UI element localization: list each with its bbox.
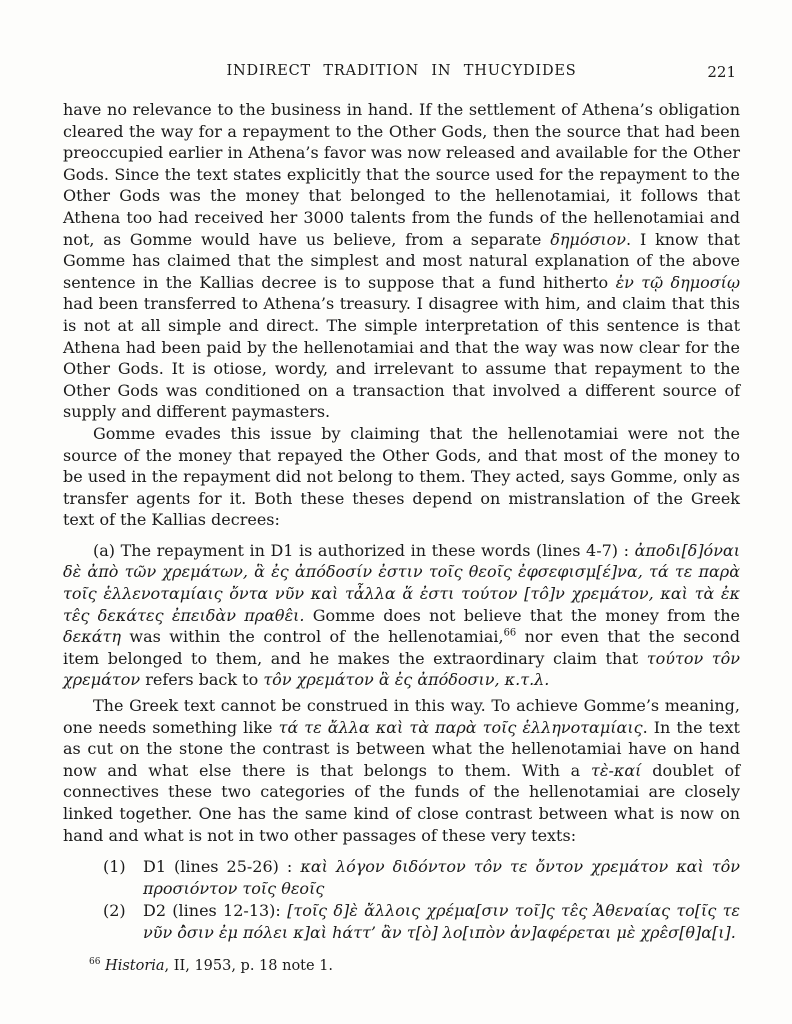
- greek-text-run: τôν χρεμάτον ἃ ἐς ἀπόδοσιν, κ.τ.λ.: [263, 670, 550, 690]
- text-run: (a) The repayment in D1 is authorized in these words (lines 4-7) :: [93, 540, 635, 560]
- list-item-text: [143, 900, 740, 944]
- text-run: doublet of connectives these two categories of the funds of the hellenotamiai are closely linked together. One has the same kind of close contrast between what is now on hand and what is not in two other passages of these very texts:: [63, 760, 740, 845]
- running-head-title: INDIRECT TRADITION IN THUCYDIDES: [226, 63, 577, 79]
- footnote-marker: 66: [89, 957, 101, 968]
- footnote-marker: 66: [503, 627, 517, 639]
- list-item: [63, 856, 740, 900]
- greek-text-run: ἀποδι[δ]όναι δὲ ἀπὸ τῶν χρεμάτων, ἃ ἐς ἀπόδοσίν ἐστιν τοῖς θεοῖς ἐφσεφισμ[έ]να, τά τε παρὰ τοῖς ἑλλενοταμίαις ὄντα νῦν καὶ τἆλλα ἅ ἐστι τούτον [τô]ν χρεμάτον, καὶ τὰ ἐκ τε̂ς δεκάτες ἐπειδὰν πραθε̂ι.: [63, 540, 740, 625]
- greek-text-run: τὲ-καί: [591, 760, 642, 780]
- text-run: have no relevance to the business in hand. If the settlement of Athena’s obligation cleared the way for a repayment to the Other Gods, then the source that had been preoccupied earlier in Athena’s favor was now released and available for the Other Gods. Since the text states explicitly that the source used for the repayment to the Other Gods was the money that belonged to the hellenotamiai, it follows that Athena too had received her 3000 talents from the funds of the hellenotamiai and not, as Gomme would have us believe, from a separate: [63, 100, 740, 249]
- text-run: was within the control of the hellenotamiai,: [120, 627, 504, 647]
- text-run: The Greek text cannot be construed in this way. To achieve Gomme’s meaning, one needs something like: [63, 696, 740, 737]
- list-marker: (2): [103, 900, 126, 920]
- text-run: Historia: [100, 958, 165, 975]
- greek-text-run: δεκάτη: [63, 627, 121, 647]
- footnote: [63, 957, 740, 976]
- text-run: nor even that the second item belonged to them, and he makes the extraordinary claim that: [63, 627, 740, 668]
- greek-text-run: δημόσιον: [550, 229, 627, 249]
- paragraph: [63, 423, 740, 531]
- text-run: D2 (lines 12-13):: [143, 900, 288, 920]
- greek-text-run: [τοῖς δ]ὲ ἄλλοις χρέμα[σιν τοῖ]ς τε̂ς Ἀθεναίας το[ῖς τε νῦν ὀ̂σιν ἐμ πόλει κ]αὶ hάττ’ ἂν τ[ὸ] λο[ιπὸν ἀν]αφέρεται μὲ χρε̂σ[θ]α[ι].: [143, 900, 741, 942]
- greek-text-run: ἐν τῷ δημοσίῳ: [615, 272, 740, 292]
- text-run: . In the text as cut on the stone the contrast is between what the hellenotamiai have on hand now and what else there is that belongs to them. With a: [63, 717, 740, 780]
- text-run: Gomme evades this issue by claiming that the hellenotamiai were not the source of the money that repayed the Other Gods, and that most of the money to be used in the repayment did not belong to them. They acted, says Gomme, only as transfer agents for it. Both these theses depend on mistranslation of the Greek text of the Kallias decrees:: [63, 423, 740, 530]
- page-body: [63, 99, 740, 976]
- text-run: had been transferred to Athena’s treasury. I disagree with him, and claim that this is not at all simple and direct. The simple interpretation of this sentence is that Athena had been paid by the hellenotamiai and that the way was now clear for the Other Gods. It is otiose, wordy, and irrelevant to assume that repayment to the Other Gods was conditioned on a transaction that involved a different source of supply and different paymasters.: [63, 294, 740, 422]
- list-marker: (1): [103, 857, 126, 877]
- greek-text-run: τούτον τôν χρεμάτον: [63, 648, 741, 690]
- text-run: Gomme does not believe that the money from the: [304, 605, 740, 625]
- list-item-text: [143, 856, 740, 900]
- text-run: , II, 1953, p. 18 note 1.: [164, 958, 334, 975]
- quotation-list: [63, 856, 740, 943]
- text-run: . I know that Gomme has claimed that the simplest and most natural explanation of the above sentence in the Kallias decree is to suppose that a fund hitherto: [63, 229, 740, 292]
- page-header: [63, 63, 740, 83]
- page-number: 221: [707, 63, 736, 81]
- greek-text-run: τά τε ἄλλα καὶ τὰ παρὰ τοῖς ἑλληνοταμίαις: [278, 717, 643, 737]
- paragraph: [63, 695, 740, 846]
- list-item: [63, 900, 740, 944]
- greek-text-run: καὶ λόγον διδόντον τôν τε ὄντον χρεμάτον καὶ τôν προσιόντον τοῖς θεοῖς: [143, 857, 740, 898]
- text-run: D1 (lines 25-26) :: [143, 857, 301, 877]
- text-run: refers back to: [140, 670, 264, 690]
- paragraph: [63, 99, 740, 423]
- paragraph: [63, 540, 740, 691]
